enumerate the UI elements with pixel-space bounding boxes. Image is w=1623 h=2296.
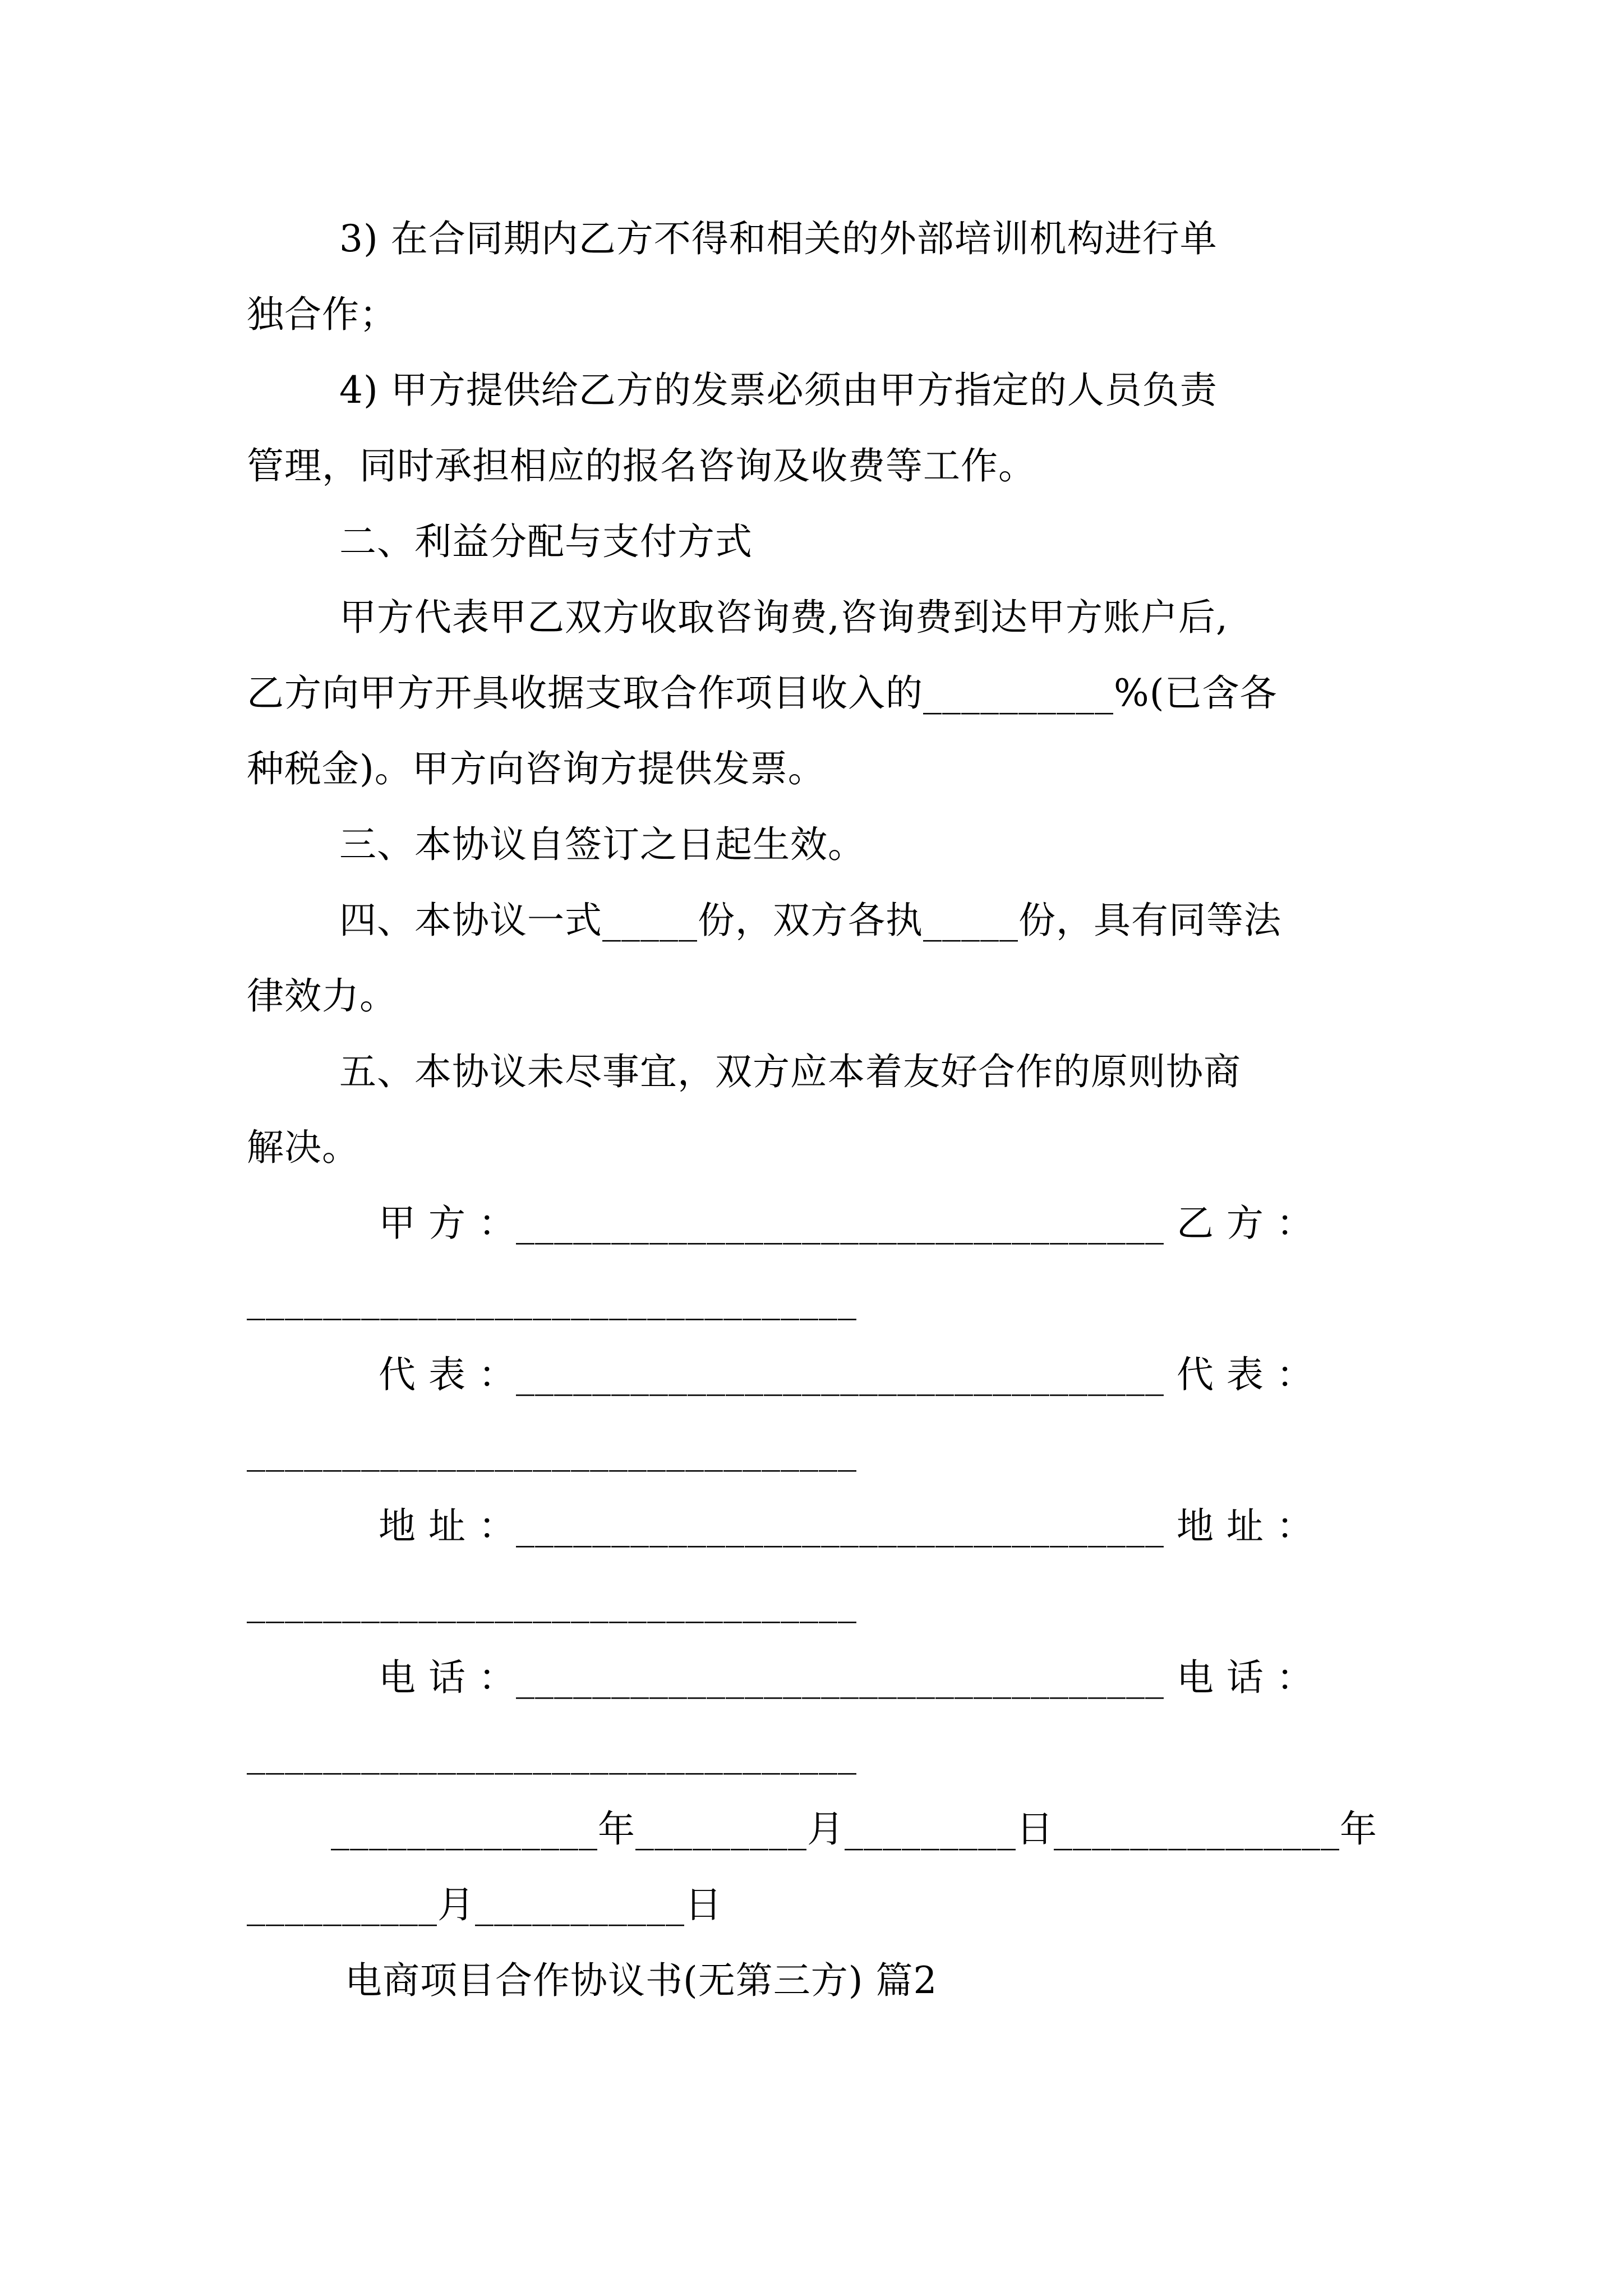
clause-4-line-1: 4) 甲方提供给乙方的发票必须由甲方指定的人员负责 (339, 369, 1218, 412)
next-article-title: 电商项目合作协议书(无第三方) 篇2 (345, 1959, 938, 2002)
representative-blank-line: ________________________________ (247, 1429, 857, 1472)
representative-row: 代 表 ：__________________________________ 代 表 ： (379, 1353, 1314, 1396)
clause-4-line-2: 管理，同时承担相应的报名咨询及收费等工作。 (247, 444, 1036, 487)
section-2-para-line-2: 乙方向甲方开具收据支取合作项目收入的__________%(已含各 (247, 671, 1278, 715)
section-2-para-line-3: 种税金)。甲方向咨询方提供发票。 (247, 747, 826, 790)
phone-blank-line: ________________________________ (247, 1732, 857, 1775)
party-signature-row: 甲 方 ：__________________________________ 乙 方 ： (379, 1202, 1314, 1245)
party-b-blank-line: ________________________________ (247, 1277, 857, 1320)
clause-3-line-1: 3) 在合同期内乙方不得和相关的外部培训机构进行单 (339, 217, 1218, 260)
section-5-clause-line-1: 五、本协议未尽事宜，双方应本着友好合作的原则协商 (339, 1050, 1241, 1093)
section-4-clause-line-2: 律效力。 (247, 974, 397, 1018)
address-row: 地 址 ：__________________________________ 地 址 ： (379, 1504, 1314, 1548)
section-5-clause-line-2: 解决。 (247, 1126, 359, 1169)
date-row-1: ______________年_________月_________日_______________年 (331, 1807, 1377, 1851)
phone-row: 电 话 ：__________________________________ 电 话 ： (379, 1656, 1314, 1699)
clause-3-line-2: 独合作； (247, 293, 397, 336)
date-row-2: __________月___________日 (247, 1883, 722, 1926)
address-blank-line: ________________________________ (247, 1580, 857, 1623)
section-4-clause-line-1: 四、本协议一式_____份，双方各执_____份，具有同等法 (339, 899, 1281, 942)
section-2-heading: 二、利益分配与支付方式 (339, 520, 753, 563)
section-2-para-line-1: 甲方代表甲乙双方收取咨询费,咨询费到达甲方账户后, (339, 596, 1228, 639)
section-3-clause: 三、本协议自签订之日起生效。 (339, 823, 865, 866)
contract-text-block (247, 201, 1380, 2018)
